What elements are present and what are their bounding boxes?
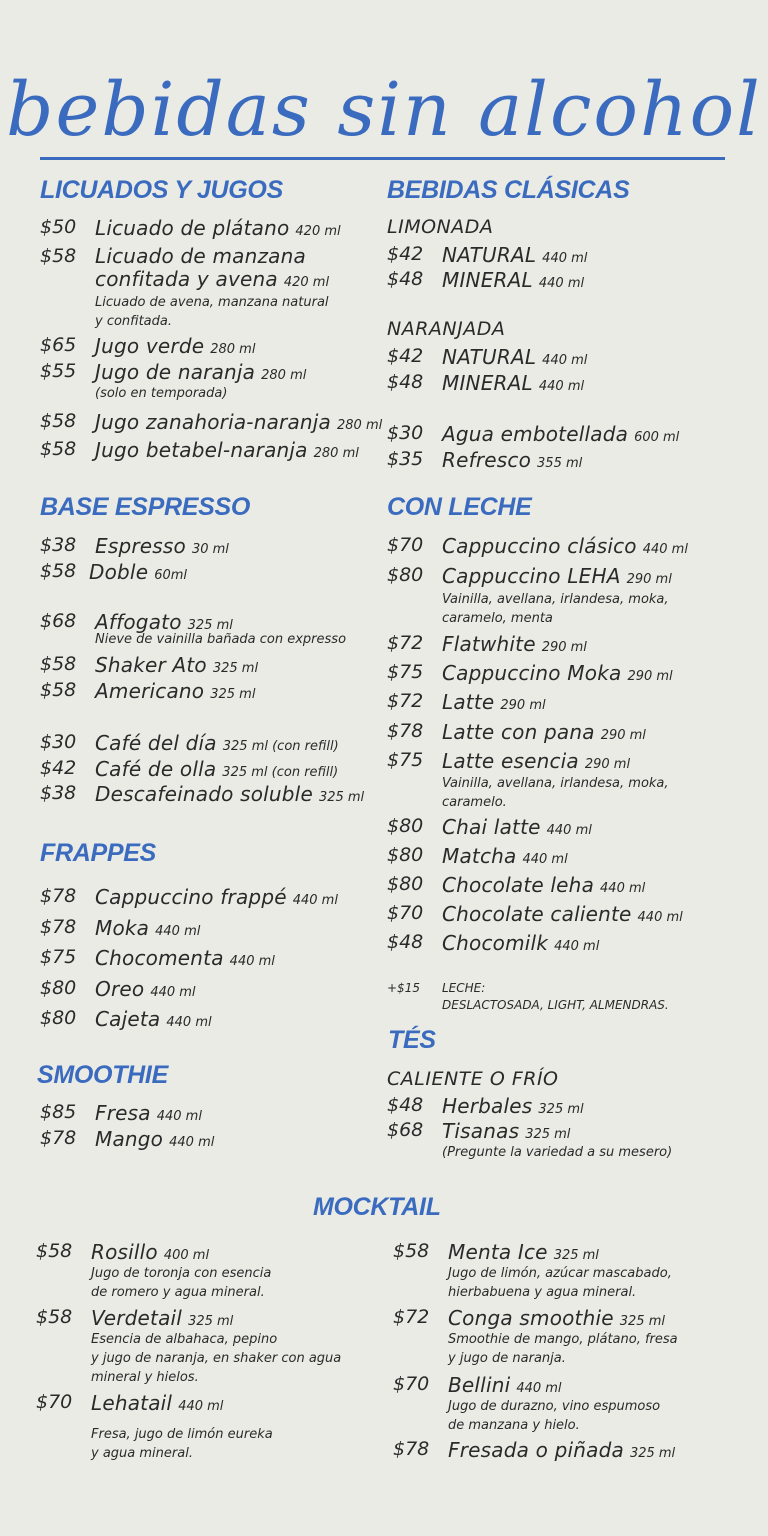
item-name bbox=[442, 564, 672, 588]
section-heading-clasicas: BEBIDAS CLÁSICAS bbox=[387, 176, 630, 204]
item-price: $70 bbox=[36, 1391, 73, 1413]
item-price: $78 bbox=[40, 885, 77, 907]
item-price: $58 bbox=[40, 653, 77, 675]
item-name-text: Licuado de plátano bbox=[95, 216, 290, 240]
item-name-text: Agua embotellada bbox=[442, 422, 629, 446]
item-name bbox=[448, 1306, 665, 1330]
item-description: mineral y hielos. bbox=[91, 1370, 199, 1385]
extra-label: LECHE: bbox=[442, 981, 486, 995]
item-name bbox=[95, 916, 200, 940]
item-price: $58 bbox=[393, 1240, 430, 1262]
item-name bbox=[91, 1391, 223, 1415]
item-description: (solo en temporada) bbox=[95, 386, 228, 401]
item-name-text: Chocolate leha bbox=[442, 873, 595, 897]
item-size: 290 ml bbox=[626, 572, 672, 587]
item-description: y confitada. bbox=[95, 314, 172, 329]
item-name-text: Chocolate caliente bbox=[442, 902, 632, 926]
item-name-text: Licuado de manzana bbox=[95, 244, 306, 268]
item-name bbox=[95, 438, 359, 462]
item-price: $78 bbox=[40, 1127, 77, 1149]
item-price: $80 bbox=[40, 1007, 77, 1029]
item-name-text: Rosillo bbox=[91, 1240, 158, 1264]
item-price: $68 bbox=[40, 610, 77, 632]
item-size: 440 ml bbox=[600, 881, 646, 896]
item-name bbox=[95, 245, 329, 294]
item-name-text: Jugo zanahoria-naranja bbox=[95, 410, 332, 434]
item-name bbox=[442, 345, 587, 369]
item-name-text: Café del día bbox=[95, 731, 217, 755]
item-price: $35 bbox=[387, 448, 424, 470]
item-size: 440 ml bbox=[155, 924, 201, 939]
item-price: $58 bbox=[40, 245, 77, 267]
item-price: $80 bbox=[387, 873, 424, 895]
item-price: $30 bbox=[387, 422, 424, 444]
section-heading-leche: CON LECHE bbox=[387, 493, 532, 521]
item-price: $78 bbox=[40, 916, 77, 938]
item-name bbox=[442, 448, 582, 472]
item-name bbox=[442, 371, 584, 395]
item-description: Licuado de avena, manzana natural bbox=[95, 295, 329, 310]
item-price: $80 bbox=[387, 815, 424, 837]
item-name bbox=[95, 360, 306, 384]
item-price: $38 bbox=[40, 782, 77, 804]
item-name-text: Conga smoothie bbox=[448, 1306, 614, 1330]
item-price: $48 bbox=[387, 1094, 424, 1116]
item-description: (Pregunte la variedad a su mesero) bbox=[442, 1145, 673, 1160]
item-price: $48 bbox=[387, 268, 424, 290]
item-price: $85 bbox=[40, 1101, 77, 1123]
item-name bbox=[442, 422, 679, 446]
title-underline bbox=[40, 157, 725, 160]
item-size: 290 ml bbox=[541, 640, 587, 655]
item-price: $68 bbox=[387, 1119, 424, 1141]
item-size: 440 ml bbox=[542, 353, 588, 368]
item-name-text: NATURAL bbox=[442, 243, 537, 267]
item-name bbox=[89, 560, 187, 584]
item-name-text: Chocomilk bbox=[442, 931, 549, 955]
section-heading-licuados: LICUADOS Y JUGOS bbox=[40, 176, 283, 204]
item-size: 440 ml bbox=[169, 1135, 215, 1150]
item-price: $80 bbox=[40, 977, 77, 999]
item-name bbox=[95, 1101, 202, 1125]
item-name bbox=[95, 534, 229, 558]
item-name-text: Moka bbox=[95, 916, 150, 940]
item-name-text: Descafeinado soluble bbox=[95, 782, 313, 806]
section-heading-mocktail: MOCKTAIL bbox=[313, 1193, 441, 1221]
item-name bbox=[95, 1007, 212, 1031]
item-size: 440 ml bbox=[642, 542, 688, 557]
item-description: de romero y agua mineral. bbox=[91, 1285, 265, 1300]
item-size: 325 ml bbox=[619, 1314, 665, 1329]
item-price: $58 bbox=[36, 1240, 73, 1262]
subheading-tes: CALIENTE O FRÍO bbox=[387, 1068, 559, 1090]
item-name bbox=[95, 731, 339, 755]
item-description: Jugo de durazno, vino espumoso bbox=[448, 1399, 661, 1414]
item-size: 325 ml bbox=[187, 618, 233, 633]
item-name bbox=[448, 1373, 562, 1397]
item-name-text: Verdetail bbox=[91, 1306, 183, 1330]
item-size: 325 ml (con refill) bbox=[222, 739, 339, 754]
item-name-text: Cappuccino frappé bbox=[95, 885, 287, 909]
item-name-text: Jugo verde bbox=[95, 334, 205, 358]
item-description: y agua mineral. bbox=[91, 1446, 193, 1461]
item-price: $65 bbox=[40, 334, 77, 356]
item-name bbox=[95, 410, 382, 434]
item-size: 440 ml bbox=[516, 1381, 562, 1396]
item-name-text: Oreo bbox=[95, 977, 145, 1001]
item-size: 290 ml bbox=[500, 698, 546, 713]
item-name-text: Herbales bbox=[442, 1094, 533, 1118]
item-size: 440 ml bbox=[637, 910, 683, 925]
item-description: Fresa, jugo de limón eureka bbox=[91, 1427, 273, 1442]
item-name bbox=[442, 931, 599, 955]
item-name bbox=[95, 782, 364, 806]
menu-title: bebidas sin alcohol bbox=[6, 67, 762, 153]
item-price: $75 bbox=[387, 661, 424, 683]
item-name-text: Cappuccino clásico bbox=[442, 534, 637, 558]
item-name bbox=[442, 844, 568, 868]
item-name-text: Doble bbox=[89, 560, 149, 584]
item-description: caramelo, menta bbox=[442, 611, 553, 626]
item-size: 325 ml bbox=[525, 1127, 571, 1142]
item-name bbox=[442, 690, 546, 714]
item-name-text: Jugo betabel-naranja bbox=[95, 438, 308, 462]
item-price: $38 bbox=[40, 534, 77, 556]
subheading-naranjada: NARANJADA bbox=[387, 318, 506, 340]
item-name bbox=[442, 661, 673, 685]
item-size: 325 ml bbox=[629, 1446, 676, 1461]
item-size: 440 ml bbox=[546, 823, 592, 838]
item-size: 440 ml bbox=[538, 379, 585, 394]
item-size: 325 ml bbox=[210, 687, 256, 702]
item-size: 440 ml bbox=[542, 251, 588, 266]
item-name bbox=[442, 1119, 570, 1143]
item-price: $72 bbox=[387, 690, 424, 712]
item-name-text: NATURAL bbox=[442, 345, 537, 369]
section-heading-frappes: FRAPPES bbox=[40, 839, 156, 867]
item-size: 440 ml bbox=[166, 1015, 212, 1030]
item-size: 440 ml bbox=[292, 893, 338, 908]
item-size: 440 ml bbox=[554, 939, 600, 954]
item-name-text: Tisanas bbox=[442, 1119, 520, 1143]
item-price: $70 bbox=[387, 534, 424, 556]
item-price: $78 bbox=[393, 1438, 430, 1460]
item-description: Vainilla, avellana, irlandesa, moka, bbox=[442, 776, 669, 791]
item-size: 440 ml bbox=[150, 985, 196, 1000]
item-price: $80 bbox=[387, 844, 424, 866]
item-name bbox=[95, 653, 258, 677]
item-name-text: Café de olla bbox=[95, 757, 217, 781]
item-name bbox=[442, 873, 645, 897]
item-description: Vainilla, avellana, irlandesa, moka, bbox=[442, 592, 669, 607]
item-size: 400 ml bbox=[163, 1248, 210, 1263]
item-name bbox=[95, 1127, 214, 1151]
item-name-text: Shaker Ato bbox=[95, 653, 207, 677]
item-name-text: Americano bbox=[95, 679, 205, 703]
item-name-text: Latte bbox=[442, 690, 495, 714]
item-name bbox=[442, 749, 630, 773]
item-name-text: Fresada o piñada bbox=[448, 1438, 624, 1462]
item-name-text: Chocomenta bbox=[95, 946, 224, 970]
item-price: $55 bbox=[40, 360, 77, 382]
item-description: Smoothie de mango, plátano, fresa bbox=[448, 1332, 678, 1347]
item-name-text: Lehatail bbox=[91, 1391, 173, 1415]
item-name bbox=[95, 977, 196, 1001]
item-size: 440 ml bbox=[178, 1399, 224, 1414]
item-price: $50 bbox=[40, 216, 77, 238]
item-name bbox=[442, 1094, 584, 1118]
item-price: $30 bbox=[40, 731, 77, 753]
item-name bbox=[95, 334, 255, 358]
item-name bbox=[442, 902, 683, 926]
item-name bbox=[448, 1240, 599, 1264]
item-price: $58 bbox=[40, 410, 77, 432]
item-name-text: Affogato bbox=[95, 610, 182, 634]
item-size: 600 ml bbox=[634, 430, 680, 445]
item-name-text: Matcha bbox=[442, 844, 517, 868]
item-name-text: Mango bbox=[95, 1127, 164, 1151]
item-size: 440 ml bbox=[229, 954, 275, 969]
item-size: 325 ml bbox=[538, 1102, 584, 1117]
item-price: $70 bbox=[393, 1373, 430, 1395]
item-description: Jugo de limón, azúcar mascabado, bbox=[448, 1266, 672, 1281]
item-name-text: MINERAL bbox=[442, 371, 533, 395]
item-size: 420 ml bbox=[283, 275, 330, 290]
item-name-text: Refresco bbox=[442, 448, 532, 472]
item-description: caramelo. bbox=[442, 795, 507, 810]
item-description: y jugo de naranja. bbox=[448, 1351, 566, 1366]
item-price: $78 bbox=[387, 720, 424, 742]
item-name-text: Bellini bbox=[448, 1373, 511, 1397]
item-description: y jugo de naranja, en shaker con agua bbox=[91, 1351, 342, 1366]
section-heading-smoothie: SMOOTHIE bbox=[37, 1061, 168, 1089]
item-name bbox=[95, 216, 341, 240]
item-name bbox=[442, 534, 688, 558]
item-name-text: Flatwhite bbox=[442, 632, 536, 656]
item-name-text: Jugo de naranja bbox=[95, 360, 256, 384]
item-name bbox=[95, 885, 338, 909]
item-price: $58 bbox=[40, 679, 77, 701]
item-name-text: Chai latte bbox=[442, 815, 541, 839]
item-size: 30 ml bbox=[191, 542, 229, 557]
item-name-text: Menta Ice bbox=[448, 1240, 548, 1264]
item-name-text: Cappuccino LEHA bbox=[442, 564, 621, 588]
item-price: $58 bbox=[40, 560, 77, 582]
item-name bbox=[442, 720, 646, 744]
item-description: Esencia de albahaca, pepino bbox=[91, 1332, 278, 1347]
item-name bbox=[91, 1306, 233, 1330]
item-name bbox=[95, 679, 255, 703]
item-price: $75 bbox=[387, 749, 424, 771]
item-description: Jugo de toronja con esencia bbox=[91, 1266, 272, 1281]
item-size: 440 ml bbox=[156, 1109, 202, 1124]
subheading-limonada: LIMONADA bbox=[387, 216, 494, 238]
item-name-text: Fresa bbox=[95, 1101, 151, 1125]
item-size: 325 ml bbox=[318, 790, 365, 805]
item-size: 440 ml bbox=[522, 852, 568, 867]
item-size: 325 ml (con refill) bbox=[222, 765, 339, 780]
item-price: $42 bbox=[387, 345, 424, 367]
section-heading-tes: TÉS bbox=[388, 1026, 436, 1054]
item-size: 280 ml bbox=[261, 368, 307, 383]
item-price: $48 bbox=[387, 931, 424, 953]
item-size: 325 ml bbox=[188, 1314, 234, 1329]
item-size: 290 ml bbox=[584, 757, 631, 772]
item-description: hierbabuena y agua mineral. bbox=[448, 1285, 637, 1300]
item-name-text: Espresso bbox=[95, 534, 186, 558]
item-size: 440 ml bbox=[538, 276, 585, 291]
item-price: $42 bbox=[387, 243, 424, 265]
item-name bbox=[442, 243, 587, 267]
item-price: $42 bbox=[40, 757, 77, 779]
item-description: Nieve de vainilla bañada con expresso bbox=[95, 632, 347, 647]
item-name bbox=[448, 1438, 675, 1462]
item-size: 280 ml bbox=[313, 446, 359, 461]
item-name bbox=[442, 268, 584, 292]
item-size: 280 ml bbox=[210, 342, 256, 357]
section-heading-espresso: BASE ESPRESSO bbox=[40, 493, 251, 521]
item-price: $80 bbox=[387, 564, 424, 586]
extra-price: +$15 bbox=[387, 981, 420, 995]
item-size: 280 ml bbox=[337, 418, 383, 433]
item-size: 325 ml bbox=[212, 661, 259, 676]
item-name-text: Cajeta bbox=[95, 1007, 161, 1031]
item-name bbox=[95, 946, 275, 970]
extra-options: DESLACTOSADA, LIGHT, ALMENDRAS. bbox=[442, 998, 669, 1012]
item-price: $72 bbox=[387, 632, 424, 654]
item-price: $48 bbox=[387, 371, 424, 393]
item-name bbox=[95, 757, 338, 781]
item-name bbox=[442, 815, 592, 839]
item-price: $58 bbox=[40, 438, 77, 460]
item-name-line2: confitada y avena bbox=[95, 267, 278, 291]
item-price: $58 bbox=[36, 1306, 73, 1328]
item-name bbox=[91, 1240, 209, 1264]
item-size: 290 ml bbox=[627, 669, 673, 684]
item-size: 325 ml bbox=[553, 1248, 599, 1263]
item-size: 355 ml bbox=[537, 456, 583, 471]
item-size: 420 ml bbox=[295, 224, 341, 239]
item-price: $75 bbox=[40, 946, 77, 968]
item-size: 290 ml bbox=[600, 728, 646, 743]
item-price: $70 bbox=[387, 902, 424, 924]
item-name-text: Latte esencia bbox=[442, 749, 579, 773]
item-size: 60ml bbox=[154, 568, 188, 583]
item-description: de manzana y hielo. bbox=[448, 1418, 580, 1433]
item-name-text: MINERAL bbox=[442, 268, 533, 292]
item-name bbox=[442, 632, 587, 656]
item-name-text: Latte con pana bbox=[442, 720, 595, 744]
item-name-text: Cappuccino Moka bbox=[442, 661, 622, 685]
item-price: $72 bbox=[393, 1306, 430, 1328]
